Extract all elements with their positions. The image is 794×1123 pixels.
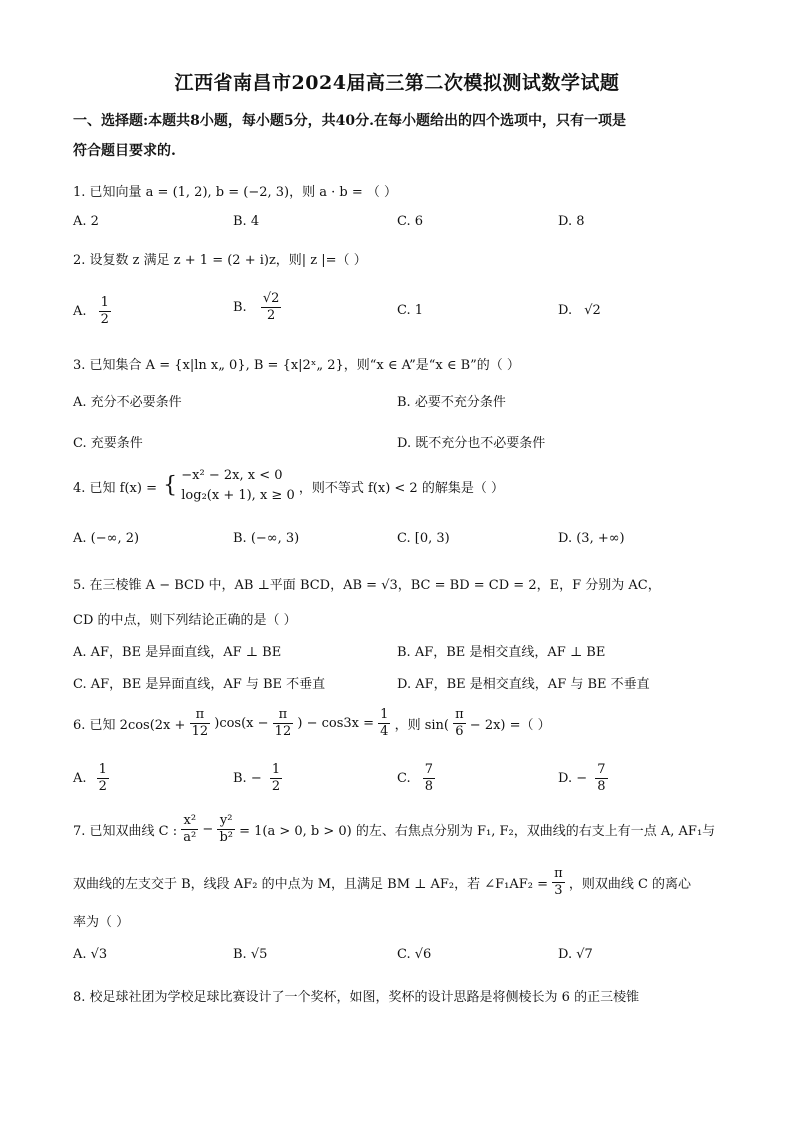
fraction-denominator: 3 — [554, 883, 563, 898]
q4-piecewise — [181, 466, 294, 506]
fraction-numerator: √2 — [262, 291, 280, 306]
minus-sign: − — [202, 822, 214, 837]
q1-option-c: C. 6 — [397, 214, 424, 229]
fraction-numerator: 7 — [597, 762, 606, 777]
fraction-numerator: π — [554, 866, 563, 881]
q2-option-d-label: D. — [558, 303, 573, 318]
fraction-denominator: b² — [219, 830, 233, 845]
question-2-stem: 2. 设复数 z 满足 z + 1 = (2 + i)z，则| z |=（ ） — [73, 253, 367, 268]
q4-option-b: B. (−∞, 3) — [233, 531, 300, 546]
fraction-numerator: 1 — [98, 762, 107, 777]
fraction-numerator: y² — [217, 813, 235, 830]
q4-option-c: C. [0, 3) — [397, 531, 450, 546]
question-5-stem-line2: CD 的中点，则下列结论正确的是（ ） — [73, 613, 297, 628]
q2-option-c: C. 1 — [397, 303, 424, 318]
fraction-numerator: 7 — [424, 762, 434, 777]
fraction-denominator: a² — [183, 830, 197, 845]
q6-option-c-label: C. — [397, 771, 411, 786]
q7-line2-b: ，则双曲线 C 的离心 — [568, 877, 692, 892]
q6-part-c: ) − cos3x = — [297, 716, 379, 731]
fraction-denominator: 2 — [98, 779, 107, 794]
fraction-denominator: 12 — [191, 724, 209, 739]
q6-option-d-fraction — [595, 762, 607, 795]
q5-option-a: A. AF，BE 是异面直线，AF ⊥ BE — [73, 645, 282, 660]
fraction-numerator: 1 — [380, 707, 389, 722]
q1-option-a: A. 2 — [73, 214, 99, 229]
question-7-stem-line3: 率为（ ） — [73, 915, 130, 930]
question-7-stem-line1 — [73, 813, 715, 846]
q4-case-1: −x² − 2x, x < 0 — [181, 468, 283, 483]
q7-option-b: B. √5 — [233, 947, 268, 962]
page-title: 江西省南昌市2024届高三第二次模拟测试数学试题 — [174, 72, 620, 94]
fraction-denominator: 12 — [274, 724, 292, 739]
q2-option-a-fraction — [99, 295, 111, 328]
question-4-stem — [73, 466, 504, 506]
question-1-stem: 1. 已知向量 a = (1, 2), b = (−2, 3)，则 a · b = （ ） — [73, 185, 398, 200]
section-heading-line1: 一、选择题:本题共8小题，每小题5分，共40分.在每小题给出的四个选项中，只有一项是 — [73, 113, 627, 129]
q6-part-d: ，则 sin( — [394, 718, 449, 733]
q6-frac-pi-12-b — [273, 707, 294, 740]
brace-symbol: { — [163, 473, 178, 498]
q6-option-c — [397, 762, 435, 795]
fraction-denominator: 2 — [100, 312, 109, 327]
q5-option-d: D. AF，BE 是相交直线，AF 与 BE 不垂直 — [397, 677, 650, 692]
q6-option-b-label: B. − — [233, 771, 262, 786]
fraction-numerator: 1 — [271, 762, 281, 777]
q2-option-b-label: B. — [233, 300, 247, 315]
q6-frac-1-4 — [378, 707, 390, 740]
fraction-denominator: 2 — [271, 779, 281, 794]
fraction-denominator: 6 — [455, 724, 464, 739]
q4-stem-suffix: ，则不等式 f(x) < 2 的解集是（ ） — [298, 480, 504, 496]
q6-frac-pi-12-a — [190, 707, 211, 740]
q7-part-a: 7. 已知双曲线 C : — [73, 824, 178, 839]
q6-option-d — [558, 762, 608, 795]
q5-option-b: B. AF，BE 是相交直线，AF ⊥ BE — [397, 645, 606, 660]
q7-option-c: C. √6 — [397, 947, 432, 962]
q7-frac-pi-3 — [552, 866, 565, 899]
q7-part-b: = 1(a > 0, b > 0) 的左、右焦点分别为 F₁, F₂，双曲线的右支上有一点 A, AF₁与 — [239, 824, 716, 839]
q6-frac-pi-6 — [453, 707, 466, 740]
q1-option-d: D. 8 — [558, 214, 585, 229]
q6-option-c-fraction — [423, 762, 435, 795]
q6-option-d-label: D. − — [558, 771, 588, 786]
q4-option-d: D. (3, +∞) — [558, 531, 625, 546]
q2-option-a — [73, 295, 111, 328]
fraction-denominator: 4 — [380, 724, 389, 739]
q4-case-2: log₂(x + 1), x ≥ 0 — [181, 488, 295, 503]
q6-option-a — [73, 762, 109, 795]
q1-option-b: B. 4 — [233, 214, 260, 229]
q3-option-c: C. 充要条件 — [73, 436, 143, 451]
q2-option-d — [558, 303, 601, 318]
q7-option-a: A. √3 — [73, 947, 108, 962]
q2-option-d-value: √2 — [584, 303, 601, 318]
q7-option-d: D. √7 — [558, 947, 593, 962]
q2-option-b — [233, 291, 281, 324]
question-3-stem: 3. 已知集合 A = {x|ln x„ 0}, B = {x|2ˣ„ 2}，则“x ∈ A”是“x ∈ B”的（ ） — [73, 358, 520, 373]
q4-stem-prefix: 4. 已知 f(x) = — [73, 480, 157, 496]
q6-part-a: 6. 已知 2cos(2x + — [73, 718, 190, 733]
question-8-stem: 8. 校足球社团为学校足球比赛设计了一个奖杯，如图，奖杯的设计思路是将侧棱长为 6 的正三棱锥 — [73, 990, 640, 1005]
q5-option-c: C. AF，BE 是异面直线，AF 与 BE 不垂直 — [73, 677, 326, 692]
question-5-stem-line1: 5. 在三棱锥 A − BCD 中，AB ⊥平面 BCD，AB = √3，BC = BD = CD = 2，E，F 分别为 AC， — [73, 578, 661, 593]
q6-option-a-fraction — [97, 762, 109, 795]
fraction-numerator: π — [190, 707, 211, 724]
q7-line2-a: 双曲线的左支交于 B，线段 AF₂ 的中点为 M，且满足 BM ⊥ AF₂，若 ∠F₁AF₂ = — [73, 877, 553, 892]
q4-option-a: A. (−∞, 2) — [73, 531, 140, 546]
q6-part-b: )cos(x − — [214, 716, 273, 731]
q2-option-b-fraction — [261, 291, 282, 324]
q7-frac-y2-b2 — [217, 813, 235, 846]
section-heading-line2: 符合题目要求的. — [73, 143, 176, 159]
q6-option-a-label: A. — [73, 771, 87, 786]
q3-option-b: B. 必要不充分条件 — [397, 395, 506, 410]
fraction-numerator: x² — [181, 813, 198, 830]
q6-option-b — [233, 762, 282, 795]
fraction-denominator: 8 — [597, 779, 606, 794]
fraction-numerator: 1 — [100, 295, 109, 310]
q3-option-a: A. 充分不必要条件 — [73, 395, 182, 410]
q3-option-d: D. 既不充分也不必要条件 — [397, 436, 546, 451]
q2-option-a-label: A. — [73, 304, 87, 319]
question-6-stem — [73, 707, 551, 740]
fraction-denominator: 2 — [266, 308, 276, 323]
question-7-stem-line2 — [73, 866, 691, 899]
q6-part-e: − 2x) =（ ） — [469, 718, 551, 733]
fraction-numerator: π — [273, 707, 294, 724]
q6-option-b-fraction — [270, 762, 282, 795]
fraction-numerator: π — [455, 707, 464, 722]
q7-frac-x2-a2 — [181, 813, 198, 846]
fraction-denominator: 8 — [424, 779, 434, 794]
